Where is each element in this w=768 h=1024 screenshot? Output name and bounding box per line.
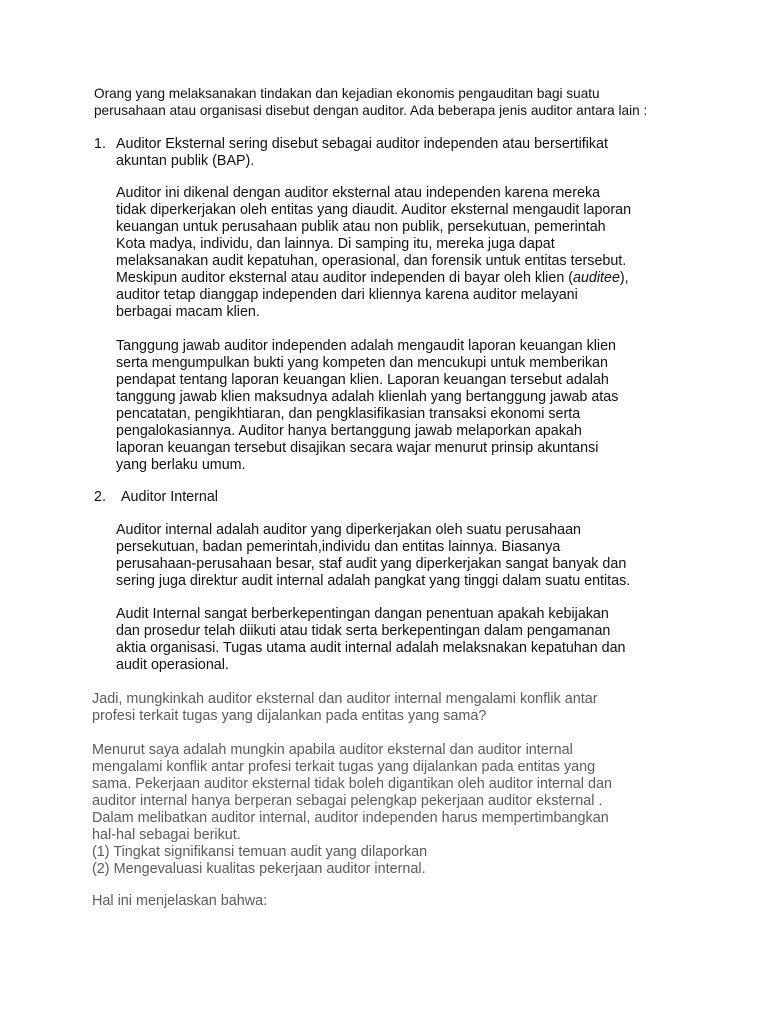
section1-paragraph-2 <box>116 338 686 474</box>
text-line: yang berlaku umum. <box>116 457 246 473</box>
text-line: Jadi, mungkinkah auditor eksternal dan auditor internal mengalami konflik antar <box>92 691 598 707</box>
text-line-with-italic <box>116 270 686 287</box>
text-line: sama. Pekerjaan auditor eksternal tidak boleh digantikan oleh auditor internal dan <box>92 776 612 792</box>
list-number-2: 2. <box>94 489 106 505</box>
text-line: hal-hal sebagai berikut. <box>92 827 241 843</box>
section2-paragraph-2 <box>116 606 686 674</box>
text-line: sering juga direktur audit internal adalah pangkat yang tinggi dalam suatu entitas. <box>116 573 631 589</box>
text-line: pencatatan, pengikhtiaran, dan pengklasifikasian transaksi ekonomi serta <box>116 406 581 422</box>
text-fragment: Meskipun auditor eksternal atau auditor independen di bayar oleh klien ( <box>116 270 573 286</box>
section1-title <box>116 136 686 170</box>
text-line: berbagai macam klien. <box>116 304 260 320</box>
text-line: (2) Mengevaluasi kualitas pekerjaan auditor internal. <box>92 861 426 877</box>
text-line: serta mengumpulkan bukti yang kompeten dan mencukupi untuk memberikan <box>116 355 608 371</box>
text-line: aktia organisasi. Tugas utama audit internal adalah melaksnakan kepatuhan dan <box>116 640 626 656</box>
section1-paragraph-1 <box>116 185 686 321</box>
text-line: dan prosedur telah diikuti atau tidak serta berkepentingan dalam pengamanan <box>116 623 611 639</box>
text-line: laporan keuangan tersebut disajikan secara wajar menurut prinsip akuntansi <box>116 440 599 456</box>
text-line: audit operasional. <box>116 657 229 673</box>
text-line: melaksanakan audit kepatuhan, operasional, dan forensik untuk entitas tersebut. <box>116 253 627 269</box>
section2-title: Auditor Internal <box>121 489 218 505</box>
text-line: auditor internal hanya berperan sebagai pelengkap pekerjaan auditor eksternal . <box>92 793 603 809</box>
text-line: (1) Tingkat signifikansi temuan audit yang dilaporkan <box>92 844 428 860</box>
text-line: profesi terkait tugas yang dijalankan pada entitas yang sama? <box>92 708 487 724</box>
question-paragraph <box>92 691 672 725</box>
answer-paragraph <box>92 742 672 878</box>
text-line: tanggung jawab klien maksudnya adalah klienlah yang bertanggung jawab atas <box>116 389 619 405</box>
section2-paragraph-1 <box>116 522 686 590</box>
text-line: Auditor internal adalah auditor yang diperkerjakan oleh suatu perusahaan <box>116 522 581 538</box>
text-line: perusahaan-perusahaan besar, staf audit yang diperkerjakan sangat banyak dan <box>116 556 627 572</box>
text-line: auditor tetap dianggap independen dari kliennya karena auditor melayani <box>116 287 578 303</box>
text-line: Hal ini menjelaskan bahwa: <box>92 893 268 909</box>
text-line: Auditor Eksternal sering disebut sebagai auditor independen atau bersertifikat <box>116 136 608 152</box>
text-line: mengalami konflik antar profesi terkait tugas yang dijalankan pada entitas yang <box>92 759 596 775</box>
text-line: Menurut saya adalah mungkin apabila auditor eksternal dan auditor internal <box>92 742 573 758</box>
text-line: persekutuan, badan pemerintah,individu dan entitas lainnya. Biasanya <box>116 539 561 555</box>
text-line: pendapat tentang laporan keuangan klien. Laporan keuangan tersebut adalah <box>116 372 609 388</box>
text-line: perusahaan atau organisasi disebut dengan auditor. Ada beberapa jenis auditor antara lain : <box>94 103 648 118</box>
text-line: Kota madya, individu, dan lainnya. Di samping itu, mereka juga dapat <box>116 236 555 252</box>
text-line: Audit Internal sangat berberkepentingan dangan penentuan apakah kebijakan <box>116 606 609 622</box>
italic-term: auditee <box>573 270 620 286</box>
text-line: keuangan untuk perusahaan publik atau non publik, persekutuan, pemerintah <box>116 219 606 235</box>
text-fragment: ), <box>619 270 629 286</box>
text-line: Tanggung jawab auditor independen adalah mengaudit laporan keuangan klien <box>116 338 616 354</box>
text-line: pengalokasiannya. Auditor hanya bertanggung jawab melaporkan apakah <box>116 423 582 439</box>
intro-paragraph <box>94 85 694 119</box>
text-line: Auditor ini dikenal dengan auditor eksternal atau independen karena mereka <box>116 185 601 201</box>
text-line: Dalam melibatkan auditor internal, auditor independen harus mempertimbangkan <box>92 810 609 826</box>
text-line: akuntan publik (BAP). <box>116 153 255 169</box>
closing-line <box>92 893 672 910</box>
text-line: tidak diperkerjakan oleh entitas yang diaudit. Auditor eksternal mengaudit laporan <box>116 202 632 218</box>
text-line: Orang yang melaksanakan tindakan dan kejadian ekonomis pengauditan bagi suatu <box>94 86 600 101</box>
list-number-1: 1. <box>94 136 106 152</box>
